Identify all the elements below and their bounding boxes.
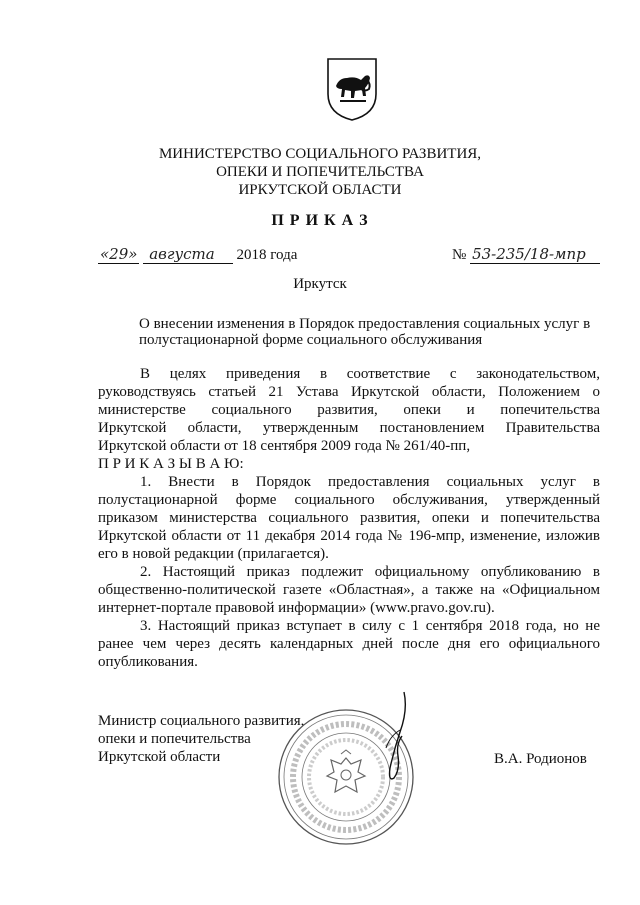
ministry-name-line1: МИНИСТЕРСТВО СОЦИАЛЬНОГО РАЗВИТИЯ, bbox=[158, 146, 482, 162]
position-line: опеки и попечительства bbox=[98, 731, 251, 747]
date-year: 2018 года bbox=[236, 247, 298, 263]
document-date bbox=[98, 245, 297, 264]
item-1-line: приказом министерства социального развития, опеки и попечительства bbox=[98, 510, 600, 526]
position-line: Министр социального развития, bbox=[98, 713, 305, 729]
ministry-name-line2: ОПЕКИ И ПОПЕЧИТЕЛЬСТВА bbox=[216, 164, 424, 180]
date-day: «29» bbox=[100, 245, 138, 263]
city: Иркутск bbox=[293, 276, 347, 292]
subject-line1: О внесении изменения в Порядок предоставления социальных услуг в bbox=[139, 316, 591, 332]
item-2-line: 2. Настоящий приказ подлежит официальному опубликованию в bbox=[140, 564, 600, 580]
preamble-line: Иркутской области, утвержденным постановлением Правительства bbox=[98, 420, 600, 436]
document-title: П Р И К А З bbox=[271, 212, 369, 229]
item-1-line: Иркутской области от 11 декабря 2014 года № 196-мпр, изменение, изложив bbox=[98, 528, 600, 544]
item-3 bbox=[98, 617, 600, 671]
order-body bbox=[98, 365, 600, 671]
preamble bbox=[98, 365, 600, 455]
position-line: Иркутской области bbox=[98, 749, 221, 765]
subject-line2: полустационарной форме социального обслуживания bbox=[139, 332, 483, 348]
date-month: августа bbox=[143, 245, 233, 264]
item-3-line: опубликования. bbox=[98, 654, 198, 670]
preamble-line: В целях приведения в соответствие с законодательством, bbox=[140, 366, 600, 382]
item-1 bbox=[98, 473, 600, 563]
document-number bbox=[452, 245, 600, 264]
number-value: 53-235/18-мпр bbox=[470, 245, 600, 264]
ministry-name-line3: ИРКУТСКОЙ ОБЛАСТИ bbox=[238, 182, 402, 198]
item-3-line: ранее чем через десять календарных дней после дня его официального bbox=[98, 636, 600, 652]
handwritten-signature bbox=[360, 690, 420, 790]
item-2-line: общественно-политической газете «Областная», а также на «Официальном bbox=[98, 582, 600, 598]
item-1-line: полустационарной форме социального обслуживания, утвержденный bbox=[98, 492, 600, 508]
preamble-line: министерстве социального развития, опеки и попечительства bbox=[98, 402, 600, 418]
item-2 bbox=[98, 563, 600, 617]
signatory-name: В.А. Родионов bbox=[494, 751, 587, 767]
signatory-position bbox=[98, 712, 304, 766]
preamble-line: руководствуясь статьей 21 Устава Иркутской области, Положением о bbox=[98, 384, 600, 400]
item-1-line: 1. Внести в Порядок предоставления социальных услуг в bbox=[140, 474, 600, 490]
item-2-line: интернет-портале правовой информации» (www.pravo.gov.ru). bbox=[98, 600, 495, 616]
preamble-line: Иркутской области от 18 сентября 2009 года № 261/40-пп, bbox=[98, 438, 471, 454]
prikazyvayu-heading: П Р И К А З Ы В А Ю: bbox=[98, 456, 244, 472]
coat-of-arms-emblem bbox=[325, 56, 379, 122]
item-3-line: 3. Настоящий приказ вступает в силу с 1 сентября 2018 года, но не bbox=[140, 618, 600, 634]
item-1-line: его в новой редакции (прилагается). bbox=[98, 546, 329, 562]
number-prefix: № bbox=[452, 247, 467, 263]
